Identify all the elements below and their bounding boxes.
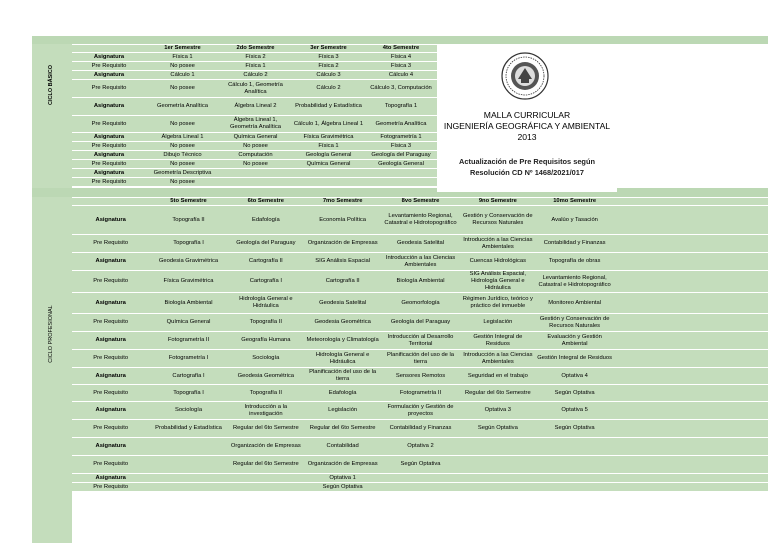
subject-cell: Optativa 5 bbox=[536, 402, 613, 420]
prerequisite-cell: Física 3 bbox=[365, 142, 437, 151]
table-row bbox=[72, 253, 768, 271]
row-label: Asignatura bbox=[72, 98, 146, 116]
prerequisite-cell: Según Optativa bbox=[304, 483, 381, 492]
table-row bbox=[72, 293, 768, 314]
ciclo-basico-table bbox=[72, 44, 437, 186]
table-row bbox=[72, 71, 437, 80]
subject-cell: Levantamiento Regional, Catastral e Hidrotopográfico bbox=[381, 206, 459, 235]
row-label: Asignatura bbox=[72, 253, 149, 271]
panel-subtitle-line1: Actualización de Pre Requisitos según bbox=[459, 157, 595, 166]
subject-cell: Régimen Jurídico, teórico y práctico del inmueble bbox=[460, 293, 536, 314]
subject-cell: Optativa 3 bbox=[460, 402, 536, 420]
ciclo-profesional-label: CICLO PROFESIONAL bbox=[48, 305, 54, 363]
prerequisite-cell: Cálculo 1, Geometría Analítica bbox=[219, 80, 292, 98]
row-label: Pre Requisito bbox=[72, 116, 146, 133]
row-label: Asignatura bbox=[72, 368, 149, 385]
prerequisite-cell: Levantamiento Regional, Catastral e Hidrotopográfico bbox=[536, 271, 613, 293]
subject-cell: SIG Análisis Espacial bbox=[304, 253, 381, 271]
subject-cell: Cálculo 4 bbox=[365, 71, 437, 80]
prerequisite-cell bbox=[691, 420, 768, 438]
subject-cell: Monitoreo Ambiental bbox=[536, 293, 613, 314]
subject-cell: Álgebra Lineal 1 bbox=[146, 133, 219, 142]
subject-cell: Dibujo Técnico bbox=[146, 151, 219, 160]
prerequisite-cell: Sociología bbox=[228, 350, 304, 368]
prerequisite-cell: Gestión y Conservación de Recursos Naturales bbox=[536, 314, 613, 332]
subject-cell: Química General bbox=[219, 133, 292, 142]
prerequisite-cell: No posee bbox=[146, 142, 219, 151]
table-row bbox=[72, 332, 768, 350]
row-label: Asignatura bbox=[72, 169, 146, 178]
header-corner bbox=[72, 45, 146, 53]
prerequisite-cell bbox=[149, 483, 227, 492]
subject-cell bbox=[691, 438, 768, 456]
row-label: Asignatura bbox=[72, 71, 146, 80]
subject-cell: Sensores Remotos bbox=[381, 368, 459, 385]
row-label: Asignatura bbox=[72, 474, 149, 483]
university-seal-icon bbox=[501, 52, 549, 100]
subject-cell: Gestión y Conservación de Recursos Naturales bbox=[460, 206, 536, 235]
prerequisite-cell: Física 3 bbox=[365, 62, 437, 71]
prerequisite-cell: Regular del 6to Semestre bbox=[228, 456, 304, 474]
prerequisite-cell bbox=[691, 483, 768, 492]
semester-header bbox=[691, 198, 768, 206]
prerequisite-cell: Regular del 6to Semestre bbox=[228, 420, 304, 438]
subject-cell bbox=[381, 474, 459, 483]
prerequisite-cell: Topografía I bbox=[149, 385, 227, 402]
top-white-margin bbox=[0, 0, 768, 36]
row-label: Pre Requisito bbox=[72, 271, 149, 293]
panel-title-line1: MALLA CURRICULAR bbox=[483, 110, 571, 120]
subject-cell: Cálculo 3 bbox=[292, 71, 365, 80]
subject-cell: Optativa 4 bbox=[536, 368, 613, 385]
header-row bbox=[72, 45, 437, 53]
subject-cell: Geodesia Geométrica bbox=[228, 368, 304, 385]
prerequisite-cell: Gestión Integral de Residuos bbox=[536, 350, 613, 368]
subject-cell: Economía Política bbox=[304, 206, 381, 235]
row-label: Pre Requisito bbox=[72, 160, 146, 169]
prerequisite-cell: Cálculo 1, Álgebra Lineal 1 bbox=[292, 116, 365, 133]
subject-cell: Física 2 bbox=[219, 53, 292, 62]
subject-cell: Cartografía I bbox=[149, 368, 227, 385]
panel-subtitle-line2: Resolución CD Nº 1468/2021/017 bbox=[469, 168, 585, 177]
subject-cell: Organización de Empresas bbox=[228, 438, 304, 456]
row-label: Pre Requisito bbox=[72, 178, 146, 187]
subject-cell bbox=[613, 368, 690, 385]
row-label: Pre Requisito bbox=[72, 62, 146, 71]
title-panel bbox=[437, 44, 617, 192]
prerequisite-cell: Física Gravimétrica bbox=[149, 271, 227, 293]
prerequisite-cell: Según Optativa bbox=[536, 385, 613, 402]
prerequisite-cell: Organización de Empresas bbox=[304, 235, 381, 253]
panel-title-line2: INGENIERÍA GEOGRÁFICA Y AMBIENTAL bbox=[443, 121, 611, 131]
prerequisite-cell: Química General bbox=[292, 160, 365, 169]
prerequisite-cell: Introducción a las Ciencias Ambientales bbox=[460, 350, 536, 368]
prerequisite-cell: Cálculo 3, Computación bbox=[365, 80, 437, 98]
prerequisite-cell bbox=[691, 385, 768, 402]
subject-cell bbox=[613, 438, 690, 456]
subject-cell: Física Gravimétrica bbox=[292, 133, 365, 142]
row-label: Asignatura bbox=[72, 293, 149, 314]
row-label: Asignatura bbox=[72, 133, 146, 142]
prerequisite-cell: Organización de Empresas bbox=[304, 456, 381, 474]
row-label: Pre Requisito bbox=[72, 314, 149, 332]
prerequisite-cell: Contabilidad y Finanzas bbox=[381, 420, 459, 438]
subject-cell bbox=[691, 253, 768, 271]
prerequisite-cell: SIG Análisis Espacial, Hidrología General e Hidráulica bbox=[460, 271, 536, 293]
prerequisite-cell: Geología del Paraguay bbox=[381, 314, 459, 332]
subject-cell: Introducción a las Ciencias Ambientales bbox=[381, 253, 459, 271]
prerequisite-cell bbox=[219, 178, 292, 187]
prerequisite-cell: Biología Ambiental bbox=[381, 271, 459, 293]
subject-cell: Probabilidad y Estadística bbox=[292, 98, 365, 116]
table-row bbox=[72, 160, 437, 169]
prerequisite-cell bbox=[691, 314, 768, 332]
prerequisite-cell: Planificación del uso de la tierra bbox=[381, 350, 459, 368]
table-row bbox=[72, 151, 437, 160]
subject-cell bbox=[613, 293, 690, 314]
prerequisite-cell: No posee bbox=[219, 142, 292, 151]
prerequisite-cell bbox=[381, 483, 459, 492]
subject-cell: Evaluación y Gestión Ambiental bbox=[536, 332, 613, 350]
row-label: Pre Requisito bbox=[72, 350, 149, 368]
prerequisite-cell: Legislación bbox=[460, 314, 536, 332]
subject-cell: Sociología bbox=[149, 402, 227, 420]
prerequisite-cell: Geometría Analítica bbox=[365, 116, 437, 133]
subject-cell: Computación bbox=[219, 151, 292, 160]
subject-cell: Álgebra Lineal 2 bbox=[219, 98, 292, 116]
ciclo-profesional-table bbox=[72, 197, 768, 491]
row-label: Asignatura bbox=[72, 53, 146, 62]
subject-cell bbox=[613, 332, 690, 350]
row-label: Asignatura bbox=[72, 151, 146, 160]
subject-cell: Fotogrametría II bbox=[149, 332, 227, 350]
semester-header: 6to Semestre bbox=[228, 198, 304, 206]
subject-cell: Biología Ambiental bbox=[149, 293, 227, 314]
subject-cell: Geología del Paraguay bbox=[365, 151, 437, 160]
semester-header: 4to Semestre bbox=[365, 45, 437, 53]
subject-cell: Topografía 1 bbox=[365, 98, 437, 116]
subject-cell: Cálculo 2 bbox=[219, 71, 292, 80]
subject-cell: Cuencas Hidrológicas bbox=[460, 253, 536, 271]
subject-cell: Geodesia Satelital bbox=[304, 293, 381, 314]
prerequisite-cell: No posee bbox=[146, 80, 219, 98]
prerequisite-cell bbox=[365, 178, 437, 187]
subject-cell: Geodesia Gravimétrica bbox=[149, 253, 227, 271]
prerequisite-cell: Fotogrametría I bbox=[149, 350, 227, 368]
subject-cell: Optativa 1 bbox=[304, 474, 381, 483]
table-row bbox=[72, 456, 768, 474]
left-white-margin bbox=[0, 36, 32, 543]
semester-header: 2do Semestre bbox=[219, 45, 292, 53]
prerequisite-cell: Cartografía II bbox=[304, 271, 381, 293]
table-row bbox=[72, 80, 437, 98]
subject-cell bbox=[365, 169, 437, 178]
row-label: Asignatura bbox=[72, 438, 149, 456]
table-row bbox=[72, 169, 437, 178]
mid-band bbox=[32, 188, 768, 197]
subject-cell bbox=[613, 253, 690, 271]
row-label: Pre Requisito bbox=[72, 456, 149, 474]
subject-cell: Topografía de obras bbox=[536, 253, 613, 271]
prerequisite-cell: Topografía II bbox=[228, 314, 304, 332]
semester-header: 10mo Semestre bbox=[536, 198, 613, 206]
semester-header: 3er Semestre bbox=[292, 45, 365, 53]
row-label: Asignatura bbox=[72, 206, 149, 235]
subject-cell: Gestión Integral de Residuos bbox=[460, 332, 536, 350]
prerequisite-cell bbox=[613, 314, 690, 332]
prerequisite-cell: Geología del Paraguay bbox=[228, 235, 304, 253]
table-row bbox=[72, 350, 768, 368]
subject-cell: Física 4 bbox=[365, 53, 437, 62]
subject-cell: Geometría Analítica bbox=[146, 98, 219, 116]
row-label: Pre Requisito bbox=[72, 483, 149, 492]
table-row bbox=[72, 206, 768, 235]
prerequisite-cell: Física 2 bbox=[292, 62, 365, 71]
subject-cell: Topografía II bbox=[149, 206, 227, 235]
prerequisite-cell: No posee bbox=[146, 178, 219, 187]
table-row bbox=[72, 116, 437, 133]
subject-cell bbox=[691, 402, 768, 420]
header-row bbox=[72, 198, 768, 206]
prerequisite-cell bbox=[691, 271, 768, 293]
subject-cell: Cálculo 1 bbox=[146, 71, 219, 80]
subject-cell bbox=[149, 438, 227, 456]
prerequisite-cell bbox=[613, 350, 690, 368]
table-row bbox=[72, 142, 437, 151]
table-row bbox=[72, 438, 768, 456]
subject-cell bbox=[691, 368, 768, 385]
prerequisite-cell bbox=[536, 456, 613, 474]
row-label: Asignatura bbox=[72, 332, 149, 350]
table-row bbox=[72, 178, 437, 187]
row-label: Pre Requisito bbox=[72, 80, 146, 98]
prerequisite-cell: Física 1 bbox=[219, 62, 292, 71]
subject-cell: Fotogrametría 1 bbox=[365, 133, 437, 142]
prerequisite-cell bbox=[613, 456, 690, 474]
table-row bbox=[72, 133, 437, 142]
row-label: Pre Requisito bbox=[72, 142, 146, 151]
subject-cell: Planificación del uso de la tierra bbox=[304, 368, 381, 385]
prerequisite-cell: Según Optativa bbox=[381, 456, 459, 474]
prerequisite-cell: Topografía I bbox=[149, 235, 227, 253]
subject-cell bbox=[536, 438, 613, 456]
prerequisite-cell: No posee bbox=[146, 116, 219, 133]
table-row bbox=[72, 420, 768, 438]
subject-cell: Introducción a la investigación bbox=[228, 402, 304, 420]
prerequisite-cell: No posee bbox=[219, 160, 292, 169]
table-row bbox=[72, 53, 437, 62]
prerequisite-cell: Fotogrametría II bbox=[381, 385, 459, 402]
prerequisite-cell: Química General bbox=[149, 314, 227, 332]
table-row bbox=[72, 483, 768, 492]
prerequisite-cell: Introducción a las Ciencias Ambientales bbox=[460, 235, 536, 253]
subject-cell: Cartografía II bbox=[228, 253, 304, 271]
subject-cell bbox=[613, 206, 690, 235]
prerequisite-cell: Probabilidad y Estadística bbox=[149, 420, 227, 438]
table-row bbox=[72, 235, 768, 253]
semester-header: 8vo Semestre bbox=[381, 198, 459, 206]
table-row bbox=[72, 62, 437, 71]
prerequisite-cell: Cartografía I bbox=[228, 271, 304, 293]
semester-header bbox=[613, 198, 690, 206]
table-row bbox=[72, 474, 768, 483]
prerequisite-cell: Según Optativa bbox=[460, 420, 536, 438]
row-label: Pre Requisito bbox=[72, 420, 149, 438]
subject-cell bbox=[460, 438, 536, 456]
header-corner bbox=[72, 198, 149, 206]
prerequisite-cell bbox=[613, 385, 690, 402]
table-row bbox=[72, 385, 768, 402]
prerequisite-cell bbox=[292, 178, 365, 187]
subject-cell: Geomorfología bbox=[381, 293, 459, 314]
subject-cell bbox=[292, 169, 365, 178]
subject-cell bbox=[536, 474, 613, 483]
prerequisite-cell: Edafología bbox=[304, 385, 381, 402]
table-row bbox=[72, 402, 768, 420]
prerequisite-cell bbox=[149, 456, 227, 474]
subject-cell: Optativa 2 bbox=[381, 438, 459, 456]
subject-cell: Hidrología General e Hidráulica bbox=[228, 293, 304, 314]
prerequisite-cell: Según Optativa bbox=[536, 420, 613, 438]
subject-cell: Geografía Humana bbox=[228, 332, 304, 350]
subject-cell bbox=[691, 332, 768, 350]
subject-cell: Física 1 bbox=[146, 53, 219, 62]
prerequisite-cell: Geodesia Geométrica bbox=[304, 314, 381, 332]
prerequisite-cell: Regular del 6to Semestre bbox=[460, 385, 536, 402]
subject-cell bbox=[219, 169, 292, 178]
subject-cell: Geometría Descriptiva bbox=[146, 169, 219, 178]
subject-cell: Introducción al Desarrollo Territorial bbox=[381, 332, 459, 350]
subject-cell: Contabilidad bbox=[304, 438, 381, 456]
row-label: Pre Requisito bbox=[72, 385, 149, 402]
semester-header: 1er Semestre bbox=[146, 45, 219, 53]
ciclo-basico-label: CICLO BÁSICO bbox=[48, 64, 54, 106]
panel-title-line3: 2013 bbox=[517, 132, 537, 142]
top-band bbox=[32, 36, 768, 44]
prerequisite-cell: Contabilidad y Finanzas bbox=[536, 235, 613, 253]
prerequisite-cell bbox=[460, 456, 536, 474]
prerequisite-cell: No posee bbox=[146, 62, 219, 71]
semester-header: 5to Semestre bbox=[149, 198, 227, 206]
prerequisite-cell: Topografía II bbox=[228, 385, 304, 402]
prerequisite-cell: Física 1 bbox=[292, 142, 365, 151]
prerequisite-cell bbox=[691, 456, 768, 474]
table-row bbox=[72, 98, 437, 116]
subject-cell: Legislación bbox=[304, 402, 381, 420]
subject-cell bbox=[149, 474, 227, 483]
prerequisite-cell: Geología General bbox=[365, 160, 437, 169]
subject-cell bbox=[613, 402, 690, 420]
prerequisite-cell bbox=[613, 235, 690, 253]
subject-cell bbox=[460, 474, 536, 483]
subject-cell: Seguridad en el trabajo bbox=[460, 368, 536, 385]
subject-cell bbox=[691, 293, 768, 314]
prerequisite-cell: Cálculo 2 bbox=[292, 80, 365, 98]
subject-cell: Formulación y Gestión de proyectos bbox=[381, 402, 459, 420]
prerequisite-cell: Regular del 6to Semestre bbox=[304, 420, 381, 438]
subject-cell: Física 3 bbox=[292, 53, 365, 62]
prerequisite-cell: Hidrología General e Hidráulica bbox=[304, 350, 381, 368]
semester-header: 7mo Semestre bbox=[304, 198, 381, 206]
subject-cell bbox=[613, 474, 690, 483]
prerequisite-cell bbox=[613, 483, 690, 492]
subject-cell: Meteorología y Climatología bbox=[304, 332, 381, 350]
table-row bbox=[72, 271, 768, 293]
subject-cell: Avalúo y Tasación bbox=[536, 206, 613, 235]
prerequisite-cell bbox=[613, 271, 690, 293]
semester-header: 9no Semestre bbox=[460, 198, 536, 206]
subject-cell bbox=[228, 474, 304, 483]
row-label: Pre Requisito bbox=[72, 235, 149, 253]
prerequisite-cell bbox=[691, 350, 768, 368]
prerequisite-cell: Geodesia Satelital bbox=[381, 235, 459, 253]
prerequisite-cell: No posee bbox=[146, 160, 219, 169]
subject-cell bbox=[691, 206, 768, 235]
table-row bbox=[72, 368, 768, 385]
subject-cell: Edafología bbox=[228, 206, 304, 235]
subject-cell: Geología General bbox=[292, 151, 365, 160]
table-row bbox=[72, 314, 768, 332]
subject-cell bbox=[691, 474, 768, 483]
prerequisite-cell bbox=[536, 483, 613, 492]
prerequisite-cell: Álgebra Lineal 1, Geometría Analítica bbox=[219, 116, 292, 133]
prerequisite-cell bbox=[460, 483, 536, 492]
prerequisite-cell bbox=[691, 235, 768, 253]
prerequisite-cell bbox=[613, 420, 690, 438]
row-label: Asignatura bbox=[72, 402, 149, 420]
prerequisite-cell bbox=[228, 483, 304, 492]
